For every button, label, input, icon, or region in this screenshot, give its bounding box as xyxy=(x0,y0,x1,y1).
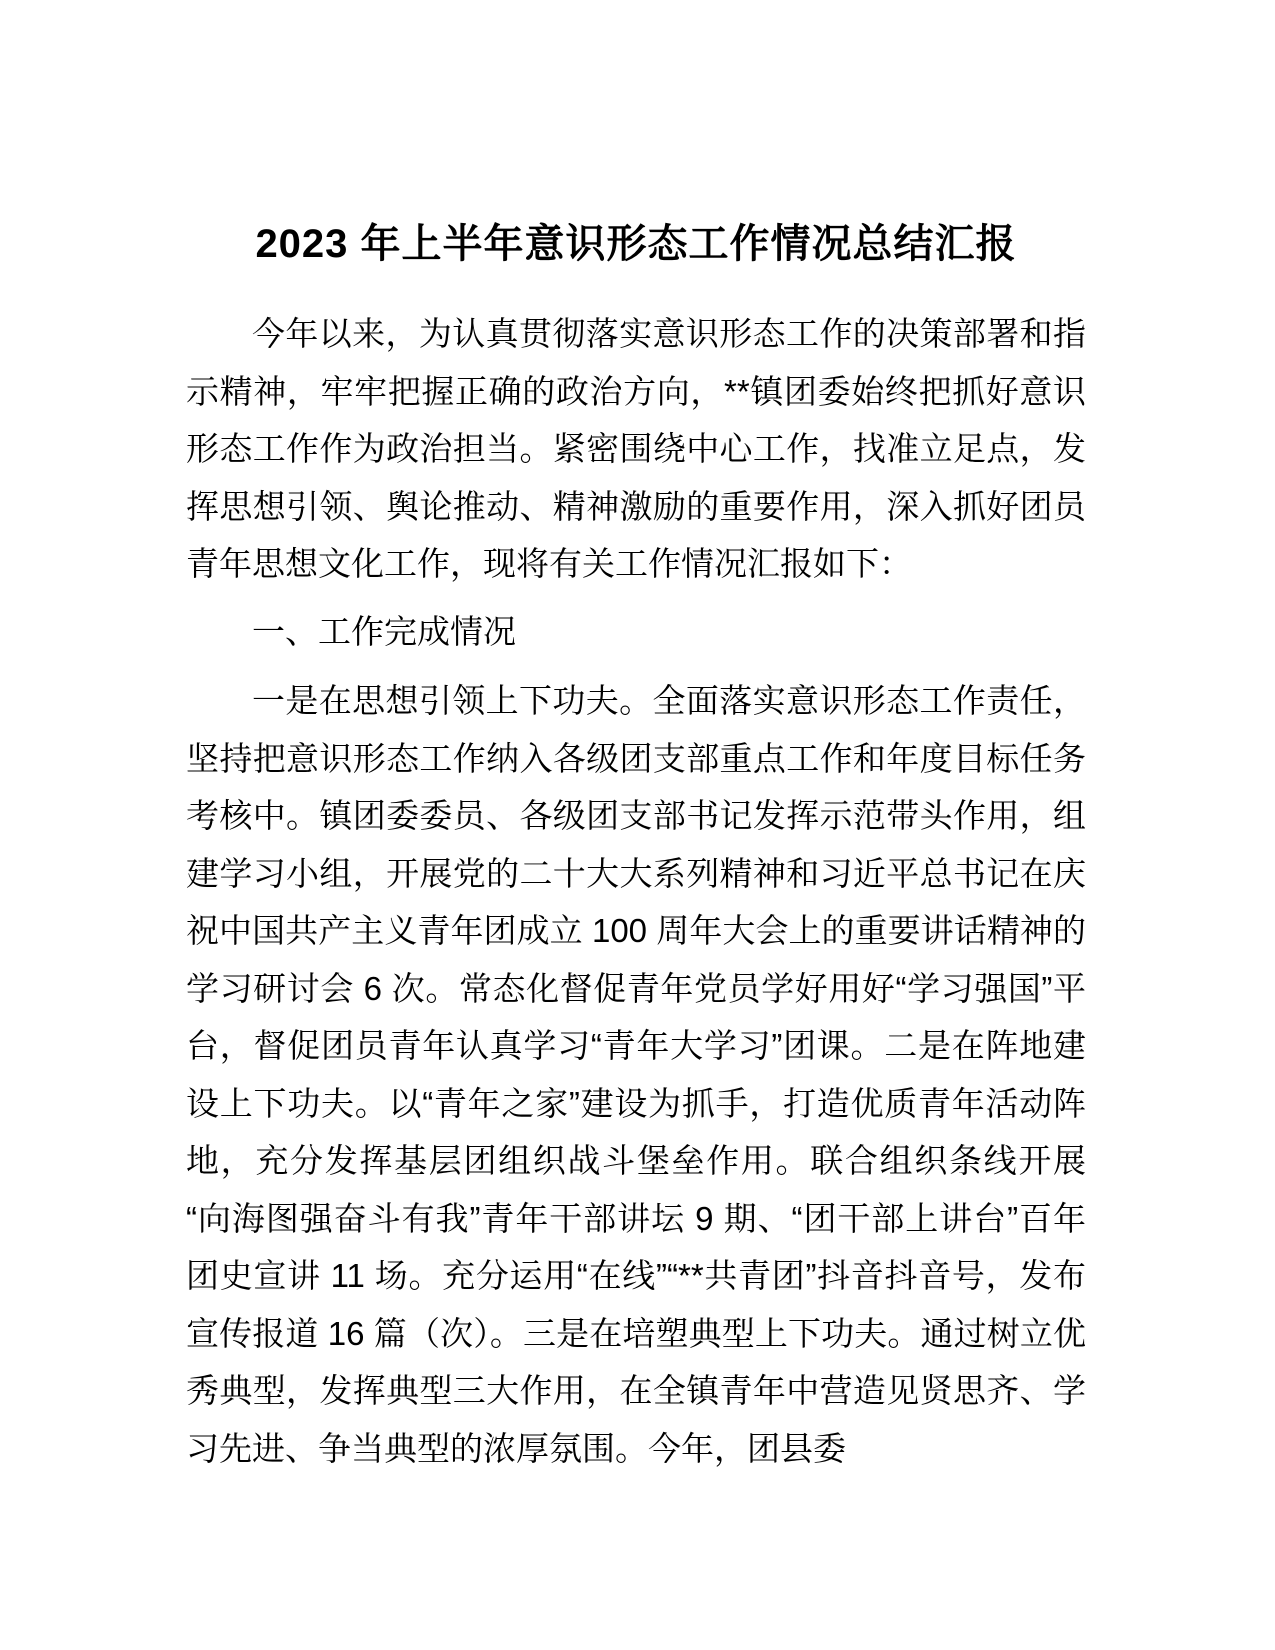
section-heading-work-completion: 一、工作完成情况 xyxy=(252,612,516,650)
document-title: 2023 年上半年意识形态工作情况总结汇报 xyxy=(255,222,1017,266)
paragraph-intro: 今年以来，为认真贯彻落实意识形态工作的决策部署和指示精神，牢牢把握正确的政治方向，**镇团委始终把抓好意识形态工作作为政治担当。紧密围绕中心工作，找准立足点，发挥思想引领、舆论推动、精神激励的重要作用，深入抓好团员青年思想文化工作，现将有关工作情况汇报如下： xyxy=(186,315,1086,582)
paragraph-section1-body: 一是在思想引领上下功夫。全面落实意识形态工作责任，坚持把意识形态工作纳入各级团支部重点工作和年度目标任务考核中。镇团委委员、各级团支部书记发挥示范带头作用，组建学习小组，开展党的二十大大系列精神和习近平总书记在庆祝中国共产主义青年团成立 100 周年大会上的重要讲话精神的学习研讨会 6 次。常态化督促青年党员学好用好“学习强国”平台，督促团员青年认真学习“青年大学习”团课。二是在阵地建设上下功夫。以“青年之家”建设为抓手，打造优质青年活动阵地，充分发挥基层团组织战斗堡垒作用。联合组织条线开展“向海图强奋斗有我”青年干部讲坛 9 期、“团干部上讲台”百年团史宣讲 11 场。充分运用“在线”“**共青团”抖音抖音号，发布宣传报道 16 篇（次）。三是在培塑典型上下功夫。通过树立优秀典型，发挥典型三大作用，在全镇青年中营造见贤思齐、学习先进、争当典型的浓厚氛围。今年，团县委 xyxy=(186,682,1086,1467)
